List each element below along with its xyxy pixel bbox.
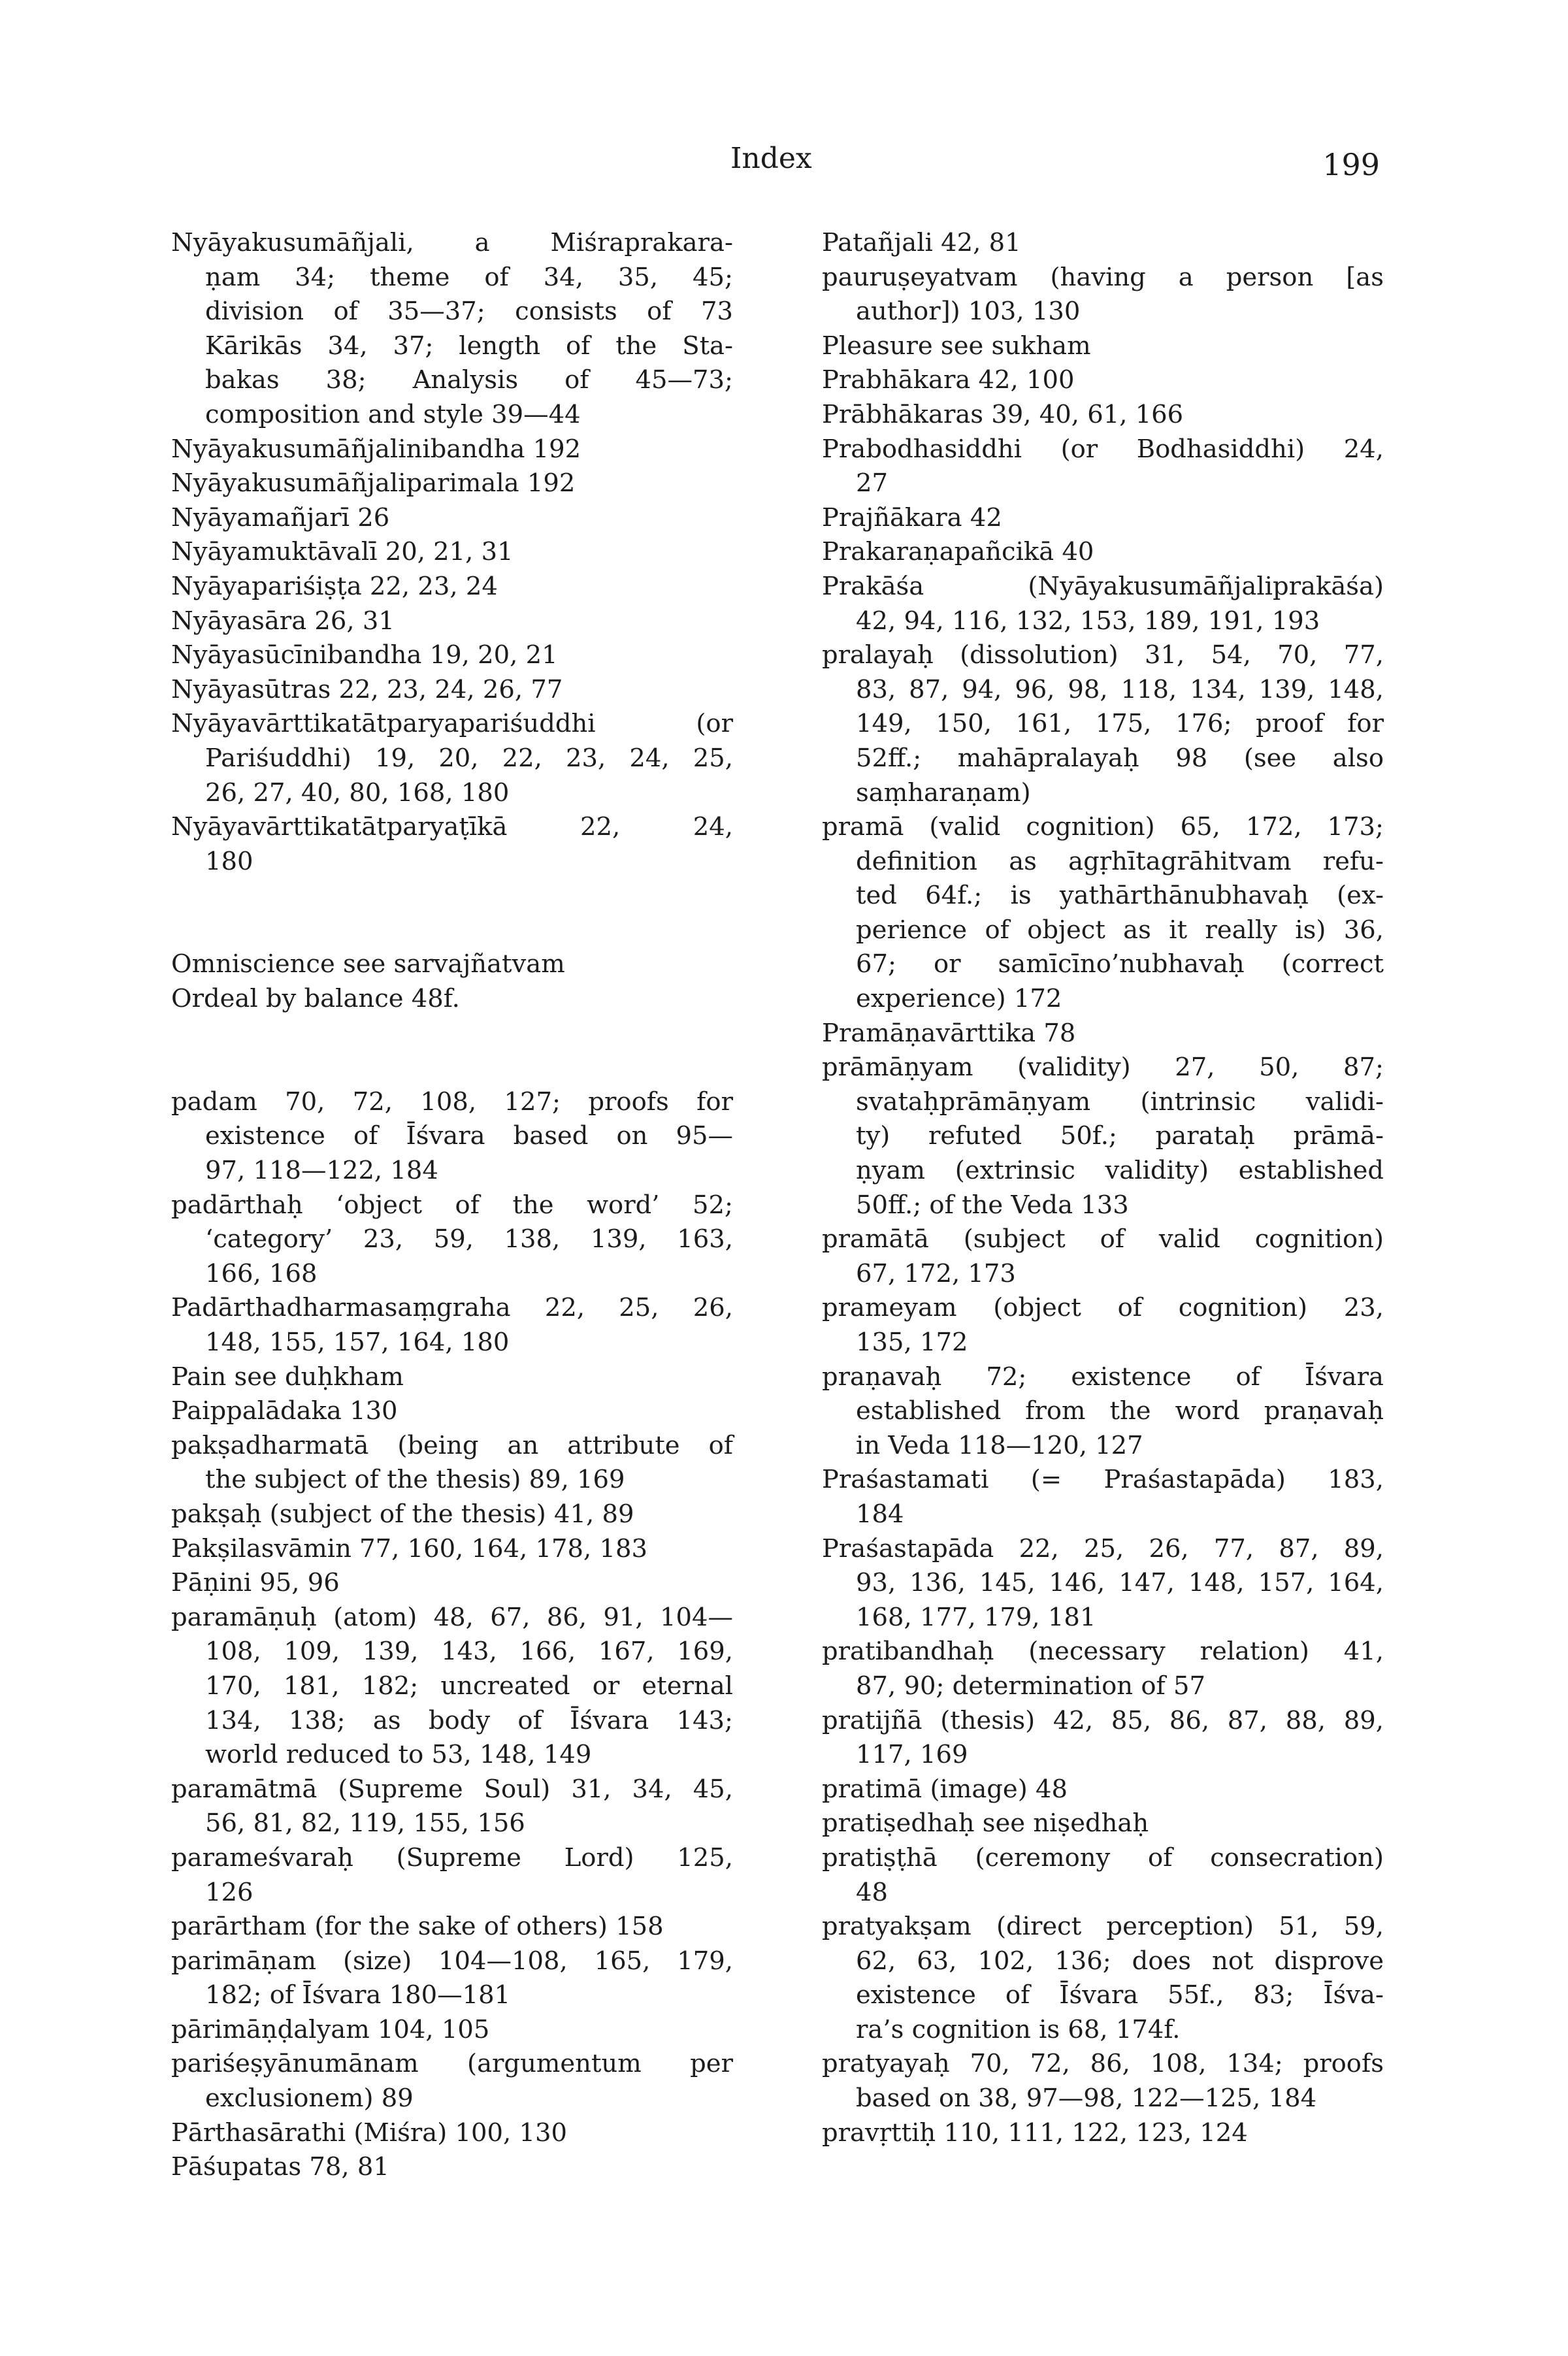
index-entry-line: existence of Īśvara 55f., 83; Īśva- — [856, 1980, 1384, 2010]
index-entry — [171, 2013, 733, 2048]
index-entry-line: definition as agṛhītagrāhitvam refu- — [856, 846, 1384, 876]
index-entry — [171, 673, 733, 708]
index-entry-line: parārtham (for the sake of others) 158 — [171, 1912, 664, 1942]
index-entry-line: paramāṇuḥ (atom) 48, 67, 86, 91, 104— — [171, 1602, 733, 1632]
index-entry — [171, 810, 733, 879]
index-entry — [171, 1910, 733, 1944]
index-entry-line: Patañjali 42, 81 — [822, 228, 1021, 257]
index-entry — [822, 1222, 1384, 1291]
index-entry — [822, 226, 1384, 261]
index-entry-line: 50ff.; of the Veda 133 — [856, 1190, 1129, 1220]
index-entry-line: 117, 169 — [856, 1740, 968, 1770]
index-entry-line: Nyāyasāra 26, 31 — [171, 606, 395, 636]
index-entry-line: pariśeṣyānumānam (argumentum per — [171, 2049, 733, 2079]
index-entry-line: Ordeal by balance 48f. — [171, 984, 460, 1014]
index-entry-line: pratyakṣam (direct perception) 51, 59, — [822, 1912, 1384, 1942]
index-entry-line: pratibandhaḥ (necessary relation) 41, — [822, 1637, 1384, 1667]
index-entry — [171, 226, 733, 433]
index-entry-line: 97, 118—122, 184 — [205, 1156, 438, 1186]
section-gap — [171, 879, 733, 947]
index-entry-line: parimāṇam (size) 104—108, 165, 179, — [171, 1946, 733, 1976]
index-entry-line: Nyāyavārttikatātparyapariśuddhi (or — [171, 709, 733, 739]
index-entry-line: 83, 87, 94, 96, 98, 118, 134, 139, 148, — [856, 674, 1384, 704]
index-entry — [171, 1773, 733, 1841]
index-entry-line: in Veda 118—120, 127 — [856, 1430, 1143, 1460]
index-entry — [171, 1944, 733, 2013]
index-entry-line: Pāṇini 95, 96 — [171, 1568, 340, 1598]
index-entry-line: world reduced to 53, 148, 149 — [205, 1740, 592, 1770]
index-entry-line: experience) 172 — [856, 984, 1062, 1014]
index-entry-line: padārthaḥ ‘object of the word’ 52; — [171, 1190, 733, 1220]
index-entry — [822, 1463, 1384, 1531]
running-head: Index — [730, 142, 812, 175]
index-entry — [171, 466, 733, 501]
index-entry-line: ra’s cognition is 68, 174f. — [856, 2014, 1181, 2044]
index-entry-line: 184 — [856, 1499, 904, 1529]
index-entry — [171, 501, 733, 536]
index-entry-line: svataḥprāmāṇyam (intrinsic validi- — [856, 1087, 1384, 1117]
index-entry-line: 166, 168 — [205, 1258, 318, 1288]
index-entry-line: 42, 94, 116, 132, 153, 189, 191, 193 — [856, 606, 1320, 636]
index-entry-line: Prajñākara 42 — [822, 502, 1002, 532]
index-entry — [822, 570, 1384, 638]
index-entry-line: pakṣadharmatā (being an attribute of — [171, 1430, 733, 1460]
index-entry-line: Nyāyavārttikatātparyaṭīkā 22, 24, — [171, 812, 733, 842]
index-entry-line: 62, 63, 102, 136; does not disprove — [856, 1946, 1384, 1976]
index-entry — [822, 398, 1384, 433]
index-entry-line: Nyāyakusumāñjaliparimala 192 — [171, 468, 576, 499]
index-entry-line: 126 — [205, 1877, 253, 1907]
index-entry-line: pauruṣeyatvam (having a person [as — [822, 262, 1384, 292]
index-entry — [171, 1291, 733, 1360]
index-entry-line: Nyāyakusumāñjalinibandha 192 — [171, 434, 581, 464]
index-entry — [822, 1360, 1384, 1464]
index-entry-line: Padārthadharmasaṃgraha 22, 25, 26, — [171, 1293, 733, 1323]
index-entry — [171, 1429, 733, 1497]
index-entry-line: Prakāśa (Nyāyakusumāñjaliprakāśa) — [822, 571, 1384, 601]
index-entry-line: pārimāṇḍalyam 104, 105 — [171, 2014, 490, 2044]
index-entry-line: based on 38, 97—98, 122—125, 184 — [856, 2084, 1317, 2114]
index-entry-line: 48 — [856, 1877, 888, 1907]
index-entry — [171, 1566, 733, 1601]
index-entry-line: Pariśuddhi) 19, 20, 22, 23, 24, 25, — [205, 743, 733, 773]
index-entry-line: established from the word praṇavaḥ — [856, 1396, 1384, 1426]
index-entry-line: parameśvaraḥ (Supreme Lord) 125, — [171, 1842, 733, 1873]
index-entry-line: pakṣaḥ (subject of the thesis) 41, 89 — [171, 1499, 634, 1529]
index-entry-line: Praśastamati (= Praśastapāda) 183, — [822, 1465, 1384, 1495]
index-entry — [171, 570, 733, 604]
index-entry-line: Paippalādaka 130 — [171, 1396, 398, 1426]
index-entry-line: praṇavaḥ 72; existence of Īśvara — [822, 1362, 1384, 1392]
index-entry-line: 170, 181, 182; uncreated or eternal — [205, 1671, 733, 1701]
index-entry — [822, 1532, 1384, 1635]
index-entry-line: pramātā (subject of valid cognition) — [822, 1224, 1384, 1254]
index-entry-line: pralayaḥ (dissolution) 31, 54, 70, 77, — [822, 640, 1384, 670]
index-entry-line: existence of Īśvara based on 95— — [205, 1121, 733, 1151]
index-entry — [822, 2116, 1384, 2151]
index-entry-line: Nyāyamañjarī 26 — [171, 502, 390, 532]
index-entry-line: 93, 136, 145, 146, 147, 148, 157, 164, — [856, 1568, 1384, 1598]
index-entry-line: Praśastapāda 22, 25, 26, 77, 87, 89, — [822, 1533, 1384, 1563]
index-entry — [171, 2150, 733, 2185]
index-entry — [822, 810, 1384, 1017]
index-entry — [822, 329, 1384, 364]
index-entry — [171, 982, 733, 1017]
index-entry-line: Prābhākaras 39, 40, 61, 166 — [822, 399, 1184, 429]
index-entry — [822, 1841, 1384, 1910]
index-entry — [171, 1360, 733, 1395]
index-entry-line: padam 70, 72, 108, 127; proofs for — [171, 1087, 733, 1117]
index-entry-line: 135, 172 — [856, 1328, 968, 1357]
index-entry-line: Prakaraṇapañcikā 40 — [822, 537, 1094, 567]
index-entry-line: ṇam 34; theme of 34, 35, 45; — [205, 262, 733, 292]
index-entry-line: 134, 138; as body of Īśvara 143; — [205, 1705, 733, 1735]
index-entry — [171, 1841, 733, 1910]
index-entry-line: 168, 177, 179, 181 — [856, 1602, 1096, 1632]
index-entry-line: 149, 150, 161, 175, 176; proof for — [856, 709, 1384, 739]
index-entry-line: 52ff.; mahāpralayaḥ 98 (see also — [856, 743, 1384, 773]
index-entry-line: 27 — [856, 468, 888, 499]
index-entry — [822, 1773, 1384, 1807]
index-entry — [822, 1291, 1384, 1360]
index-entry-line: saṃharaṇam) — [856, 777, 1031, 808]
index-entry — [171, 2116, 733, 2151]
index-entry — [171, 1497, 733, 1532]
index-entry-line: perience of object as it really is) 36, — [856, 915, 1384, 945]
index-entry-line: 26, 27, 40, 80, 168, 180 — [205, 777, 510, 808]
index-entry-line: Pleasure see sukham — [822, 331, 1091, 361]
index-entry-line: author]) 103, 130 — [856, 297, 1081, 327]
index-column-left — [171, 226, 733, 2185]
index-entry-line: pratiṣṭhā (ceremony of consecration) — [822, 1842, 1384, 1873]
index-entry — [822, 433, 1384, 501]
index-entry-line: Nyāyasūtras 22, 23, 24, 26, 77 — [171, 674, 563, 704]
index-entry-line: ‘category’ 23, 59, 138, 139, 163, — [205, 1224, 733, 1254]
index-entry — [171, 1085, 733, 1188]
index-entry — [822, 1704, 1384, 1773]
index-entry-line: ted 64f.; is yathārthānubhavaḥ (ex- — [856, 881, 1384, 911]
index-entry — [822, 261, 1384, 329]
index-entry-line: composition and style 39—44 — [205, 399, 581, 429]
index-entry — [171, 1394, 733, 1429]
index-entry — [171, 638, 733, 673]
section-gap — [171, 1017, 733, 1085]
index-entry — [171, 433, 733, 467]
index-entry-line: Prabhākara 42, 100 — [822, 365, 1075, 395]
index-entry-line: 67, 172, 173 — [856, 1258, 1016, 1288]
index-entry-line: 56, 81, 82, 119, 155, 156 — [205, 1808, 525, 1839]
index-entry-line: pramā (valid cognition) 65, 172, 173; — [822, 812, 1384, 842]
index-entry-line: pratyayaḥ 70, 72, 86, 108, 134; proofs — [822, 2049, 1384, 2079]
index-entry — [822, 1051, 1384, 1222]
index-entry-line: the subject of the thesis) 89, 169 — [205, 1465, 625, 1495]
index-entry-line: pratiṣedhaḥ see niṣedhaḥ — [822, 1808, 1149, 1839]
index-entry — [822, 1910, 1384, 2047]
index-entry — [171, 947, 733, 982]
index-entry-line: prameyam (object of cognition) 23, — [822, 1293, 1384, 1323]
index-entry-line: pratijñā (thesis) 42, 85, 86, 87, 88, 89, — [822, 1705, 1384, 1735]
index-entry-line: Nyāyamuktāvalī 20, 21, 31 — [171, 537, 514, 567]
index-entry-line: Nyāyasūcīnibandha 19, 20, 21 — [171, 640, 558, 670]
index-entry-line: Nyāyakusumāñjali, a Miśraprakara- — [171, 228, 733, 257]
index-entry-line: 108, 109, 139, 143, 166, 167, 169, — [205, 1637, 733, 1667]
index-entry — [171, 604, 733, 639]
index-entry-line: 87, 90; determination of 57 — [856, 1671, 1205, 1701]
index-entry-line: bakas 38; Analysis of 45—73; — [205, 365, 733, 395]
index-entry-line: Omniscience see sarvajñatvam — [171, 949, 565, 979]
index-entry — [171, 1188, 733, 1292]
index-entry — [822, 535, 1384, 570]
index-entry — [822, 1807, 1384, 1841]
index-entry-line: prāmāṇyam (validity) 27, 50, 87; — [822, 1053, 1384, 1083]
index-entry-line: 67; or samīcīno’nubhavaḥ (correct — [856, 949, 1384, 979]
index-entry — [822, 363, 1384, 398]
index-entry-line: Pramāṇavārttika 78 — [822, 1018, 1076, 1048]
index-entry-line: pravṛttiḥ 110, 111, 122, 123, 124 — [822, 2118, 1248, 2148]
index-entry-line: Nyāyapariśiṣṭa 22, 23, 24 — [171, 571, 498, 601]
index-entry-line: exclusionem) 89 — [205, 2084, 414, 2114]
index-entry — [822, 1017, 1384, 1051]
index-entry-line: Pain see duḥkham — [171, 1362, 404, 1392]
index-entry-line: 180 — [205, 846, 253, 876]
index-entry-line: Prabodhasiddhi (or Bodhasiddhi) 24, — [822, 434, 1384, 464]
page-number: 199 — [1322, 147, 1380, 182]
index-entry-line: Pārthasārathi (Miśra) 100, 130 — [171, 2118, 567, 2148]
index-entry — [171, 1532, 733, 1567]
index-entry — [822, 2047, 1384, 2116]
index-entry-line: Kārikās 34, 37; length of the Sta- — [205, 331, 733, 361]
index-entry — [822, 1635, 1384, 1703]
index-entry-line: division of 35—37; consists of 73 — [205, 297, 733, 327]
index-entry — [822, 638, 1384, 810]
index-entry — [171, 1601, 733, 1773]
index-entry — [171, 707, 733, 810]
index-entry — [171, 535, 733, 570]
index-entry-line: ṇyam (extrinsic validity) established — [856, 1156, 1384, 1186]
index-entry — [822, 501, 1384, 536]
index-entry-line: 148, 155, 157, 164, 180 — [205, 1328, 510, 1357]
index-entry-line: paramātmā (Supreme Soul) 31, 34, 45, — [171, 1774, 733, 1804]
index-column-right — [822, 226, 1384, 2150]
index-entry — [171, 2047, 733, 2116]
index-entry-line: ty) refuted 50f.; parataḥ prāmā- — [856, 1121, 1384, 1151]
index-entry-line: Pāśupatas 78, 81 — [171, 2152, 389, 2182]
index-entry-line: 182; of Īśvara 180—181 — [205, 1980, 511, 2010]
index-entry-line: Pakṣilasvāmin 77, 160, 164, 178, 183 — [171, 1533, 647, 1563]
index-entry-line: pratimā (image) 48 — [822, 1774, 1068, 1804]
